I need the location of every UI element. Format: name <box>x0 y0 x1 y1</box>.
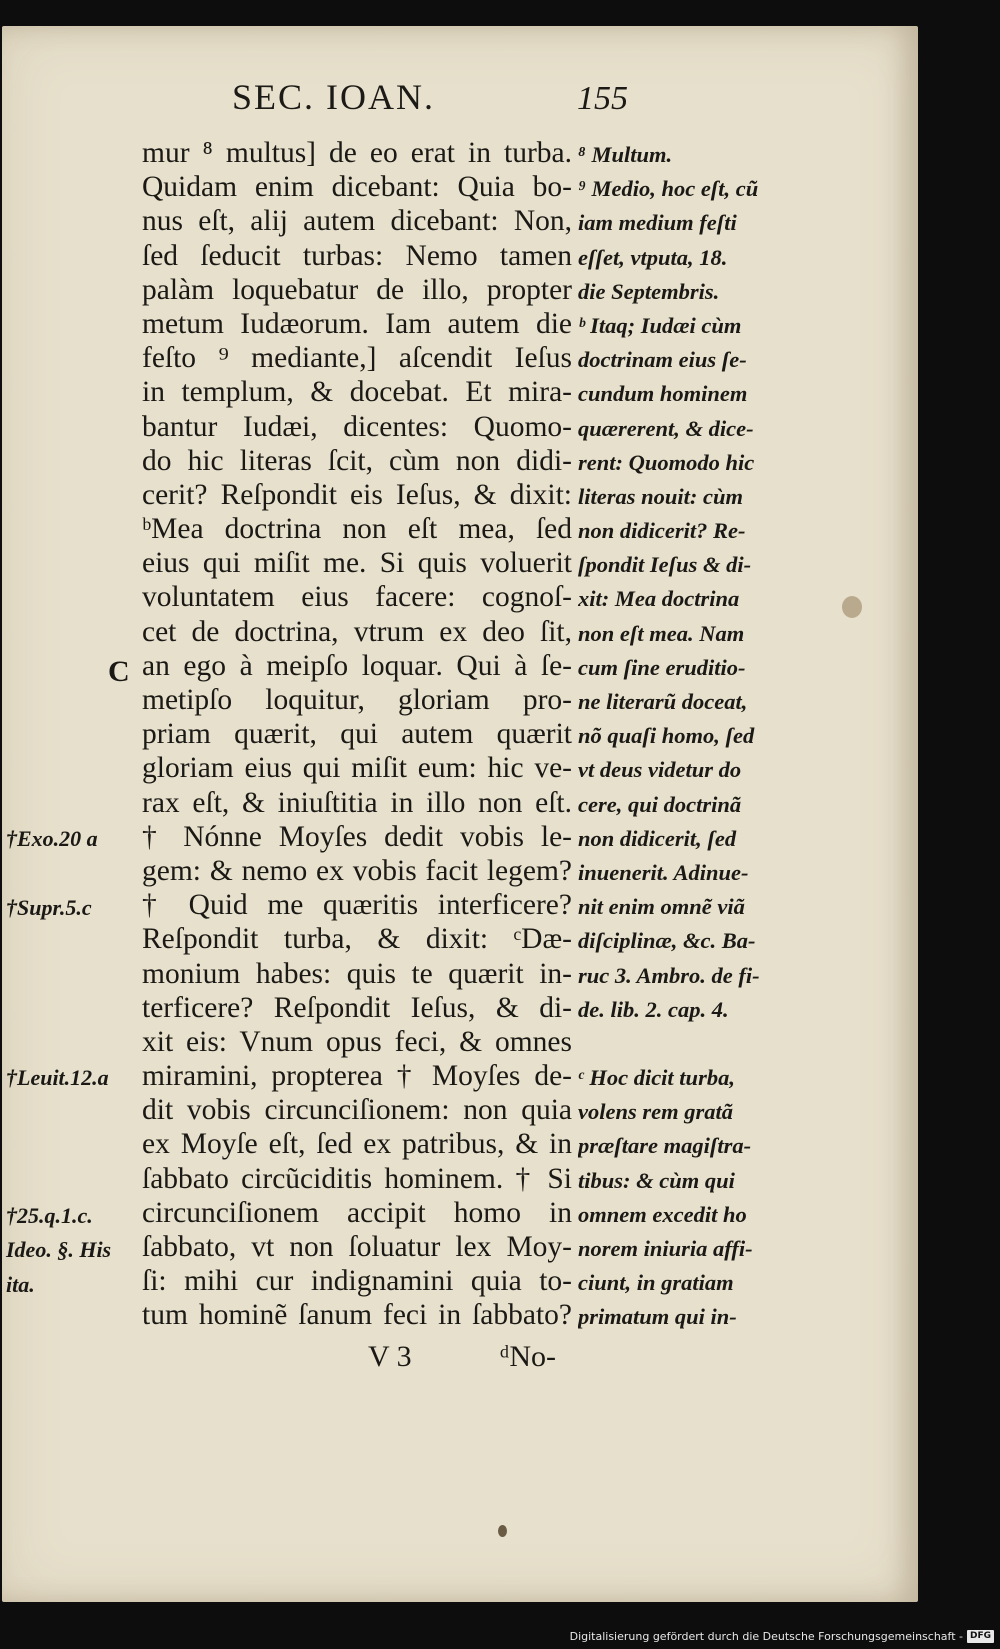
gloss-line <box>578 1027 796 1061</box>
gloss-line: nõ quaſi homo, ſed <box>578 723 755 749</box>
gloss-line: ſpondit Ieſus & di- <box>578 552 752 578</box>
gloss-line: non didicerit? Re- <box>578 518 746 544</box>
gloss-line: ciunt, in gratiam <box>578 1270 734 1296</box>
text-line: xit eis: Vnum opus feci, & omnes <box>142 1025 572 1058</box>
text-line: gem: & nemo ex vobis facit legem? <box>142 854 572 887</box>
gloss-line: ruc 3. Ambro. de fi- <box>578 962 760 988</box>
dfg-logo: DFG <box>967 1630 994 1643</box>
running-head: SEC. IOAN. <box>232 77 436 117</box>
gloss-line: ⁸ Multum. <box>578 142 673 167</box>
marginal-gloss-column <box>578 138 796 1335</box>
gloss-line: ne literarũ doceat, <box>578 689 748 714</box>
text-line: ſi: mihi cur indignamini quia to- <box>142 1265 572 1298</box>
text-line: ſabbato circũciditis hominem. † Si <box>142 1162 572 1195</box>
text-line: ex Moyſe eſt, ſed ex patribus, & in <box>142 1128 572 1161</box>
signature-mark: V 3 <box>368 1340 412 1373</box>
gloss-line: primatum qui in- <box>578 1304 737 1330</box>
text-line: monium habes: quis te quærit in- <box>142 957 572 990</box>
digitization-credit <box>570 1630 994 1643</box>
gloss-line: cum ſine eruditio- <box>578 654 746 680</box>
text-line: ſabbato, vt non ſoluatur lex Moy- <box>142 1231 572 1263</box>
text-line: terficere? Reſpondit Ieſus, & di- <box>142 991 572 1024</box>
gloss-line: die Septembris. <box>578 278 720 304</box>
text-line: tum hominẽ ſanum feci in ſabbato? <box>142 1299 572 1332</box>
gloss-line: quærerent, & dice- <box>578 415 754 441</box>
gloss-line: de. lib. 2. cap. 4. <box>578 996 729 1022</box>
margin-ref-decretum: Ideo. §. His <box>6 1237 112 1262</box>
margin-ref-exodus: †Exo.20 a <box>6 826 98 851</box>
margin-ref-decretum: †25.q.1.c. <box>6 1203 93 1228</box>
catchword: ᵈNo- <box>500 1340 556 1373</box>
gloss-line: ⁹ Medio, hoc eſt, cũ <box>578 176 759 202</box>
text-line: gloriam eius qui miſit eum: hic ve- <box>142 752 572 785</box>
text-line: mur ⁸ multus] de eo erat in turba. <box>142 137 572 169</box>
gloss-line: omnem excedit ho <box>578 1201 747 1227</box>
text-line: do hic literas ſcit, cùm non didi- <box>142 444 572 477</box>
gloss-line: doctrinam eius ſe- <box>578 347 747 373</box>
text-line: dit vobis circunciſionem: non quia <box>142 1094 572 1127</box>
text-line: cerit? Reſpondit eis Ieſus, & dixit: <box>142 478 572 511</box>
text-line: † Nónne Moyſes dedit vobis le- <box>142 820 572 853</box>
text-line: palàm loquebatur de illo, propter <box>142 273 572 306</box>
text-line: bantur Iudæi, dicentes: Quomo- <box>142 410 572 443</box>
text-line: voluntatem eius facere: cognoſ- <box>142 581 572 614</box>
gloss-line: cundum hominem <box>578 381 748 407</box>
text-line: ᵇMea doctrina non eſt mea, ſed <box>142 513 572 546</box>
margin-ref-leviticus: †Leuit.12.a <box>6 1065 109 1090</box>
text-line: feſto ⁹ mediante,] aſcendit Ieſus <box>142 342 572 375</box>
main-text-column <box>142 136 572 1333</box>
text-line: rax eſt, & iniuſtitia in illo non eſt. <box>142 786 572 819</box>
gloss-line: diſciplinæ, &c. Ba- <box>578 928 756 954</box>
gloss-line: iam medium feſti <box>578 210 737 236</box>
gloss-line: vt deus videtur do <box>578 757 742 783</box>
text-line: cet de doctrina, vtrum ex deo ſit, <box>142 615 572 648</box>
text-line: Reſpondit turba, & dixit: ᶜDæ- <box>142 923 572 956</box>
gloss-line: cere, qui doctrinã <box>578 791 742 817</box>
gloss-line: rent: Quomodo hic <box>578 449 755 475</box>
text-line: nus eſt, alij autem dicebant: Non, <box>142 205 572 238</box>
section-letter: C <box>108 655 130 688</box>
text-line: miramini, propterea † Moyſes de- <box>142 1060 572 1093</box>
credit-text: Digitalisierung gefördert durch die Deutsche Forschungsgemeinschaft - <box>569 1630 963 1643</box>
gloss-line: literas nouit: cùm <box>578 483 744 509</box>
text-line: † Quid me quæritis interficere? <box>142 889 572 922</box>
margin-ref-decretum: ita. <box>6 1272 35 1297</box>
ink-speck <box>498 1525 507 1537</box>
gloss-line: præſtare magiſtra- <box>578 1133 752 1159</box>
margin-ref-supra: †Supr.5.c <box>6 895 92 920</box>
gloss-line: ᶜ Hoc dicit turba, <box>578 1065 735 1091</box>
text-line: metipſo loquitur, gloriam pro- <box>142 684 572 716</box>
text-line: Quidam enim dicebant: Quia bo- <box>142 171 572 204</box>
gloss-line: non eſt mea. Nam <box>578 620 745 646</box>
page-number: 155 <box>577 80 628 117</box>
text-line: ſed ſeducit turbas: Nemo tamen <box>142 239 572 272</box>
gloss-line: inuenerit. Adinue- <box>578 859 749 885</box>
gloss-line: nit enim omnẽ viã <box>578 894 745 920</box>
text-line: eius qui miſit me. Si quis voluerit <box>142 547 572 580</box>
text-line: circunciſionem accipit homo in <box>142 1196 572 1229</box>
gloss-line: ᵇ Itaq; Iudæi cùm <box>578 312 742 338</box>
gloss-line: xit: Mea doctrina <box>578 586 740 612</box>
page-stain <box>842 596 862 618</box>
gloss-line: norem iniuria affi- <box>578 1236 753 1261</box>
text-line: an ego à meipſo loquar. Qui à ſe- <box>142 649 572 682</box>
text-line: metum Iudæorum. Iam autem die <box>142 307 572 340</box>
text-line: priam quærit, qui autem quærit <box>142 718 572 751</box>
text-line: in templum, & docebat. Et mira- <box>142 376 572 409</box>
gloss-line: tibus: & cùm qui <box>578 1167 735 1193</box>
gloss-line: eſſet, vtputa, 18. <box>578 244 728 270</box>
gloss-line: non didicerit, ſed <box>578 825 737 851</box>
gloss-line: volens rem gratã <box>578 1099 733 1125</box>
